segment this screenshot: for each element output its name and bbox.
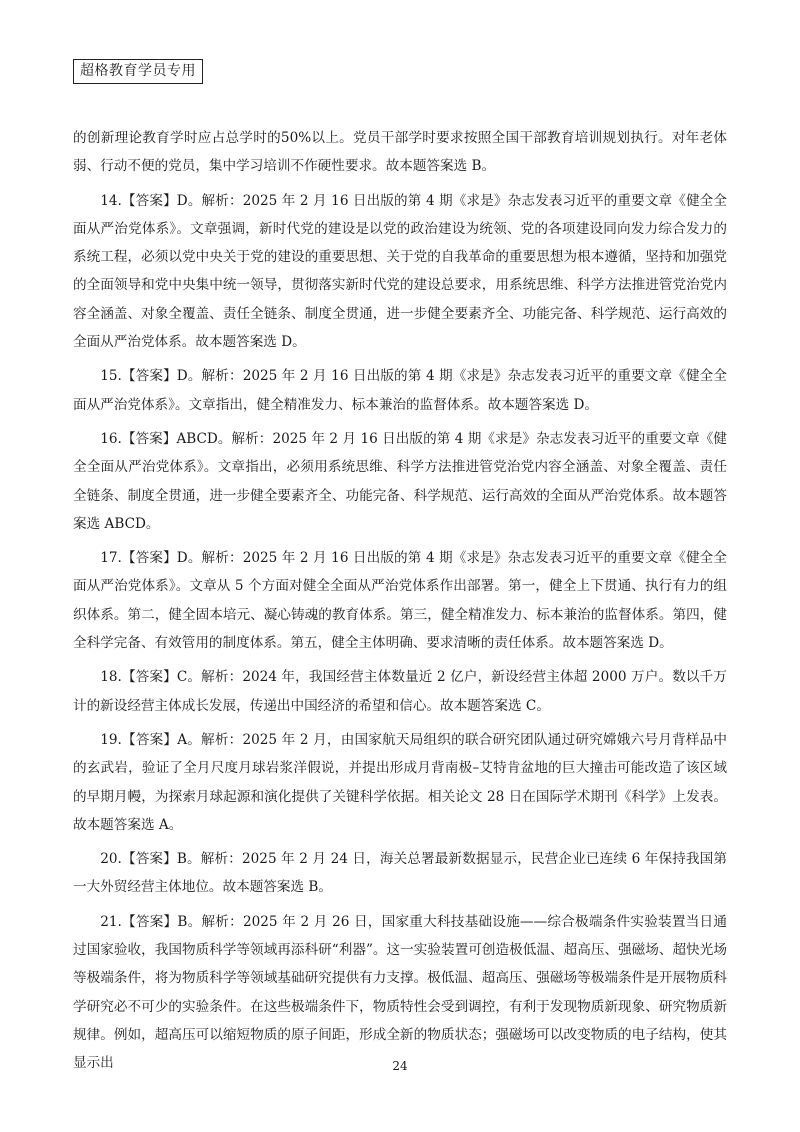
paragraph-continued: 的创新理论教育学时应占总学时的50%以上。党员干部学时要求按照全国干部教育培训规划执行。对年老体弱、行动不便的党员，集中学习培训不作硬性要求。故本题答案选 B。 xyxy=(73,130,727,175)
answer-paragraph-19: 19.【答案】A。解析：2025 年 2 月，由国家航天局组织的联合研究团队通过研究嫦娥六号月背样品中的玄武岩，验证了全月尺度月球岩浆洋假说，并提出形成月背南极–艾特肯盆地的巨大撞击可能改造了该区域的早期月幔，为探索月球起源和演化提供了关键科学依据。相关论文 28 日在国际学术期刊《科学》上发表。故本题答案选 A。 xyxy=(73,731,727,833)
document-body xyxy=(73,124,727,1084)
answer-paragraph-21: 21.【答案】B。解析：2025 年 2 月 26 日，国家重大科技基础设施——综合极端条件实验装置当日通过国家验收，我国物质科学等领域再添科研“利器”。这一实验装置可创造极低温、超高压、强磁场、超快光场等极端条件，将为物质科学等领域基础研究提供有力支撑。极低温、超高压、强磁场等极端条件是开展物质科学研究必不可少的实验条件。在这些极端条件下，物质特性会受到调控，有利于发现物质新现象、研究物质新规律。例如，超高压可以缩短物质的原子间距，形成全新的物质状态；强磁场可以改变物质的电子结构，使其显示出 xyxy=(73,913,727,1072)
answer-paragraph-18: 18.【答案】C。解析：2024 年，我国经营主体数量近 2 亿户，新设经营主体超 2000 万户。数以千万计的新设经营主体成长发展，传递出中国经济的希望和信心。故本题答案选 C。 xyxy=(73,669,727,714)
page-number: 24 xyxy=(392,1059,408,1073)
answer-paragraph-16: 16.【答案】ABCD。解析：2025 年 2 月 16 日出版的第 4 期《求是》杂志发表习近平的重要文章《健全全面从严治党体系》。文章指出，必须用系统思维、科学方法推进管党治党内容全涵盖、对象全覆盖、责任全链条、制度全贯通，进一步健全要素齐全、功能完备、科学规范、运行高效的全面从严治党体系。故本题答案选 ABCD。 xyxy=(73,430,727,532)
answer-paragraph-20: 20.【答案】B。解析：2025 年 2 月 24 日，海关总署最新数据显示，民营企业已连续 6 年保持我国第一大外贸经营主体地位。故本题答案选 B。 xyxy=(73,851,727,896)
header-label: 超格教育学员专用 xyxy=(73,59,203,84)
answer-paragraph-15: 15.【答案】D。解析：2025 年 2 月 16 日出版的第 4 期《求是》杂志发表习近平的重要文章《健全全面从严治党体系》。文章指出，健全精准发力、标本兼治的监督体系。故本题答案选 D。 xyxy=(73,368,727,413)
answer-paragraph-14: 14.【答案】D。解析：2025 年 2 月 16 日出版的第 4 期《求是》杂志发表习近平的重要文章《健全全面从严治党体系》。文章强调，新时代党的建设是以党的政治建设为统领、党的各项建设同向发力综合发力的系统工程，必须以党中央关于党的建设的重要思想、关于党的自我革命的重要思想为根本遵循，坚持和加强党的全面领导和党中央集中统一领导，贯彻落实新时代党的建设总要求，用系统思维、科学方法推进管党治党内容全涵盖、对象全覆盖、责任全链条、制度全贯通，进一步健全要素齐全、功能完备、科学规范、运行高效的全面从严治党体系。故本题答案选 D。 xyxy=(73,192,727,351)
answer-paragraph-17: 17.【答案】D。解析：2025 年 2 月 16 日出版的第 4 期《求是》杂志发表习近平的重要文章《健全全面从严治党体系》。文章从 5 个方面对健全全面从严治党体系作出部署。第一，健全上下贯通、执行有力的组织体系。第二，健全固本培元、凝心铸魂的教育体系。第三，健全精准发力、标本兼治的监督体系。第四，健全科学完备、有效管用的制度体系。第五，健全主体明确、要求清晰的责任体系。故本题答案选 D。 xyxy=(73,550,727,652)
